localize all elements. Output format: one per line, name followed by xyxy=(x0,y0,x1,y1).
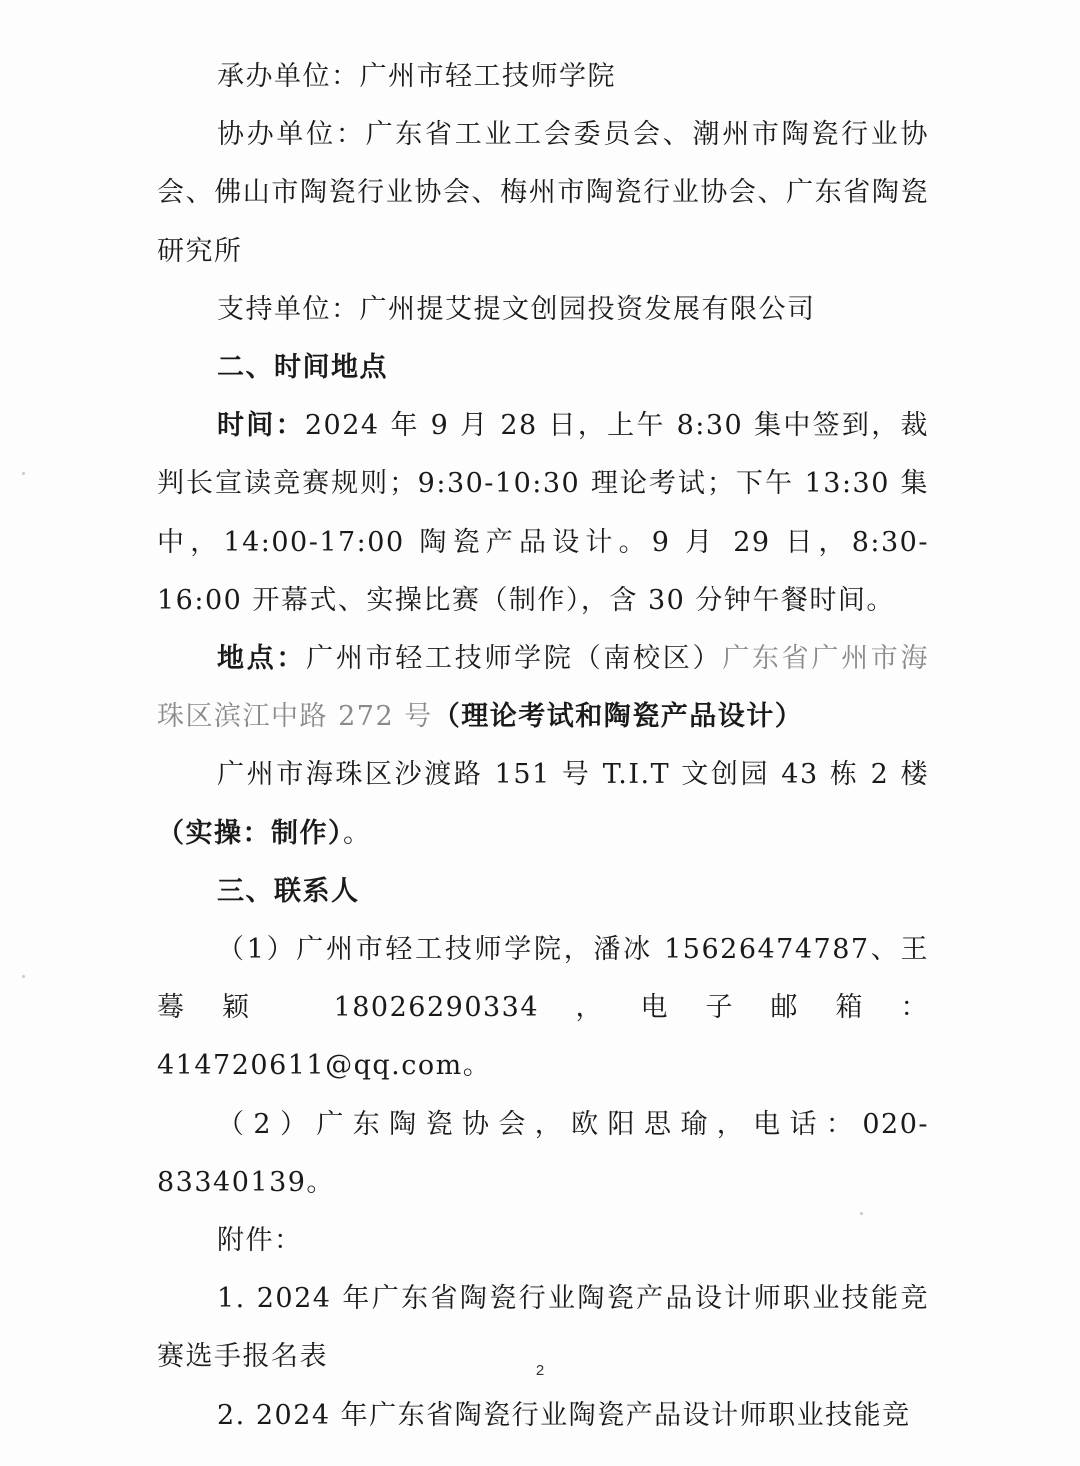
section-heading-contacts: 三、联系人 xyxy=(217,875,360,907)
attachment-item-2: 2. 2024 年广东省陶瓷行业陶瓷产品设计师职业技能竞 xyxy=(217,1399,911,1431)
time-text: 2024 年 9 月 28 日，上午 8:30 集中签到，裁判长宣读竞赛规则；9:30-10:30 理论考试；下午 13:30 集中，14:00-17:00 陶瓷产品设计。9 月 29 日，8:30-16:00 开幕式、实操比赛（制作），含 30 分钟午餐时间。 xyxy=(157,410,930,616)
attachment-item-1: 1. 2024 年广东省陶瓷行业陶瓷产品设计师职业技能竞赛选手报名表 xyxy=(157,1283,929,1373)
supporter-value: 广州提艾提文创园投资发展有限公司 xyxy=(359,293,816,325)
scan-speck xyxy=(22,975,25,978)
place2-text: 广州市海珠区沙渡路 151 号 T.I.T 文创园 43 栋 2 楼 xyxy=(217,759,929,791)
co-organizer-label: 协办单位： xyxy=(217,119,366,151)
scan-speck xyxy=(22,472,25,475)
organizer-label: 承办单位： xyxy=(217,61,360,92)
supporter-label: 支持单位： xyxy=(217,293,360,325)
section-heading-time-place: 二、时间地点 xyxy=(217,352,388,384)
page-number: 2 xyxy=(535,1362,545,1379)
place-address: 广东省广州市海珠区滨江中路 272 号 xyxy=(157,643,930,733)
place2-paragraph xyxy=(157,746,929,862)
co-organizer-value: 广东省工业工会委员会、潮州市陶瓷行业协会、佛山市陶瓷行业协会、梅州市陶瓷行业协会、广东省陶瓷研究所 xyxy=(157,119,930,267)
supporter-line xyxy=(157,281,929,339)
scan-speck xyxy=(860,1212,863,1215)
place-note: （理论考试和陶瓷产品设计） xyxy=(432,701,804,733)
co-organizer-paragraph xyxy=(157,106,929,281)
document-body xyxy=(157,48,929,1445)
contact-1: （1）广州市轻工技师学院，潘冰 15626474787、王蓦颖 18026290334，电子邮箱：414720611@qq.com。 xyxy=(157,934,929,1082)
place-label: 地点： xyxy=(217,643,307,675)
organizer-value: 广州市轻工技师学院 xyxy=(359,61,616,92)
attachments-label: 附件： xyxy=(217,1225,303,1257)
contact-2: （2）广东陶瓷协会，欧阳思瑜，电话：020-83340139。 xyxy=(157,1108,929,1198)
place-paragraph xyxy=(157,630,929,746)
place-text: 广州市轻工技师学院（南校区） xyxy=(306,643,723,675)
time-paragraph xyxy=(157,397,929,630)
place2-note: （实操：制作） xyxy=(157,817,343,849)
time-label: 时间： xyxy=(217,410,305,442)
organizer-line xyxy=(157,48,929,106)
place2-end: 。 xyxy=(343,817,372,849)
